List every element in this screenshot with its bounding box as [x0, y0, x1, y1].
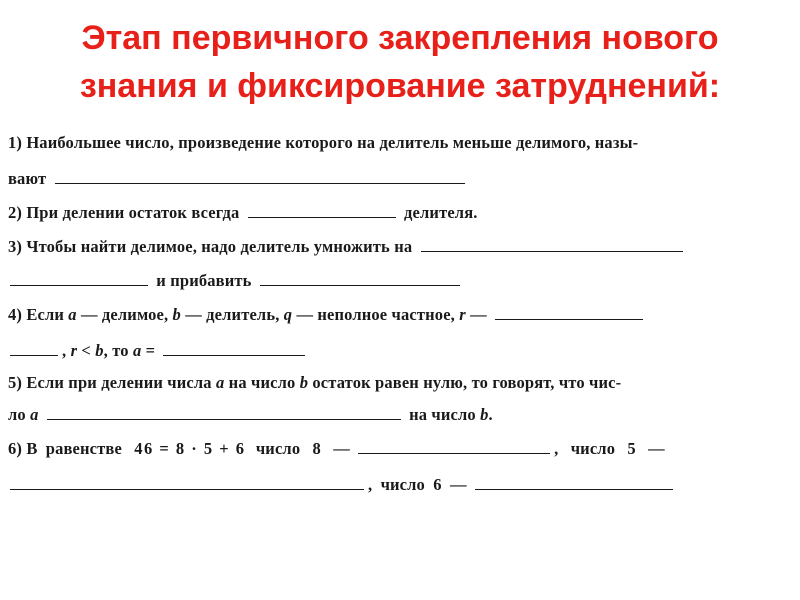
answer-blank-4c[interactable]: [163, 339, 305, 356]
question-4-text-1: 4) Если: [8, 305, 65, 324]
question-6-text-2: равенстве: [45, 439, 122, 458]
question-1-text-cont: вают: [8, 169, 47, 188]
question-5-text-2: на число: [228, 373, 296, 392]
answer-blank-1[interactable]: [55, 167, 465, 184]
question-4-text-3: — делитель,: [185, 305, 280, 324]
equation: 46 = 8 · 5 + 6: [134, 439, 246, 458]
answer-blank-4a[interactable]: [495, 303, 643, 320]
variable-b-3: b: [299, 373, 309, 392]
question-6-comma-1: ,: [554, 439, 559, 458]
question-1-line-1: [8, 131, 638, 155]
answer-blank-3c[interactable]: [260, 269, 460, 286]
number-6: 6: [433, 475, 442, 494]
dash: —: [333, 439, 350, 458]
variable-a: a: [68, 305, 77, 324]
question-5-text-1: 5) Если при делении числа: [8, 373, 212, 392]
question-4-text-4: — неполное частное,: [296, 305, 455, 324]
question-6-text-1: 6) В: [8, 439, 38, 458]
slide-title-line-2: знания и фиксирование затруднений:: [79, 67, 721, 105]
variable-b-4: b: [480, 405, 489, 424]
question-3-text: 3) Чтобы найти делимое, надо делитель умножить на: [8, 237, 413, 256]
question-2-text-start: 2) При делении остаток всегда: [8, 203, 240, 222]
question-4-text-then: , то: [103, 341, 129, 360]
question-4-line-1: [8, 303, 647, 327]
question-3-line-2: [8, 269, 464, 293]
question-6-text-3: число: [255, 439, 301, 458]
worksheet: [8, 121, 794, 505]
question-5-text-5: на число: [409, 405, 476, 424]
equals-sign: =: [145, 341, 156, 360]
less-than-sign: <: [81, 341, 91, 360]
question-5-line-1: [8, 371, 621, 395]
question-3-text-mid: и прибавить: [156, 271, 252, 290]
question-3-line-1: [8, 235, 687, 259]
question-6-line-2: [8, 473, 677, 497]
answer-blank-3a[interactable]: [421, 235, 683, 252]
question-4-comma: ,: [62, 341, 67, 360]
question-6-comma-2: ,: [368, 475, 373, 494]
dash: —: [449, 475, 467, 494]
answer-blank-5[interactable]: [47, 403, 401, 420]
variable-b-2: b: [95, 341, 104, 360]
dash: —: [648, 439, 665, 458]
question-5-text-3: остаток равен нулю, то говорят, что чис-: [312, 373, 622, 392]
question-6-text-5: число: [380, 475, 425, 494]
question-5-text-4: ло: [8, 405, 26, 424]
answer-blank-6b[interactable]: [10, 473, 364, 490]
slide-title-line-1: Этап первичного закрепления нового: [81, 19, 719, 57]
number-5: 5: [627, 439, 636, 458]
number-8: 8: [312, 439, 321, 458]
slide-title: [0, 14, 800, 110]
answer-blank-6a[interactable]: [358, 437, 550, 454]
variable-r-2: r: [70, 341, 78, 360]
question-6-text-4: число: [570, 439, 616, 458]
question-5-line-2: [8, 403, 493, 427]
question-2-text-end: делителя.: [404, 203, 478, 222]
variable-q: q: [283, 305, 293, 324]
variable-a-2: a: [132, 341, 142, 360]
answer-blank-3b[interactable]: [10, 269, 148, 286]
answer-blank-6c[interactable]: [475, 473, 673, 490]
question-2-line: [8, 201, 478, 225]
question-4-line-2: [8, 339, 309, 363]
variable-r: r: [459, 305, 466, 324]
answer-blank-4b[interactable]: [10, 339, 58, 356]
question-1-text: 1) Наибольшее число, произведение которого на делитель меньше делимого, назы-: [8, 133, 639, 152]
question-5-dot: .: [488, 405, 493, 424]
question-4-text-2: — делимое,: [80, 305, 169, 324]
question-1-line-2: [8, 167, 469, 191]
question-4-text-5: —: [470, 305, 487, 324]
answer-blank-2[interactable]: [248, 201, 396, 218]
variable-a-4: a: [30, 405, 39, 424]
variable-b: b: [172, 305, 181, 324]
variable-a-3: a: [215, 373, 225, 392]
question-6-line-1: [8, 437, 665, 461]
